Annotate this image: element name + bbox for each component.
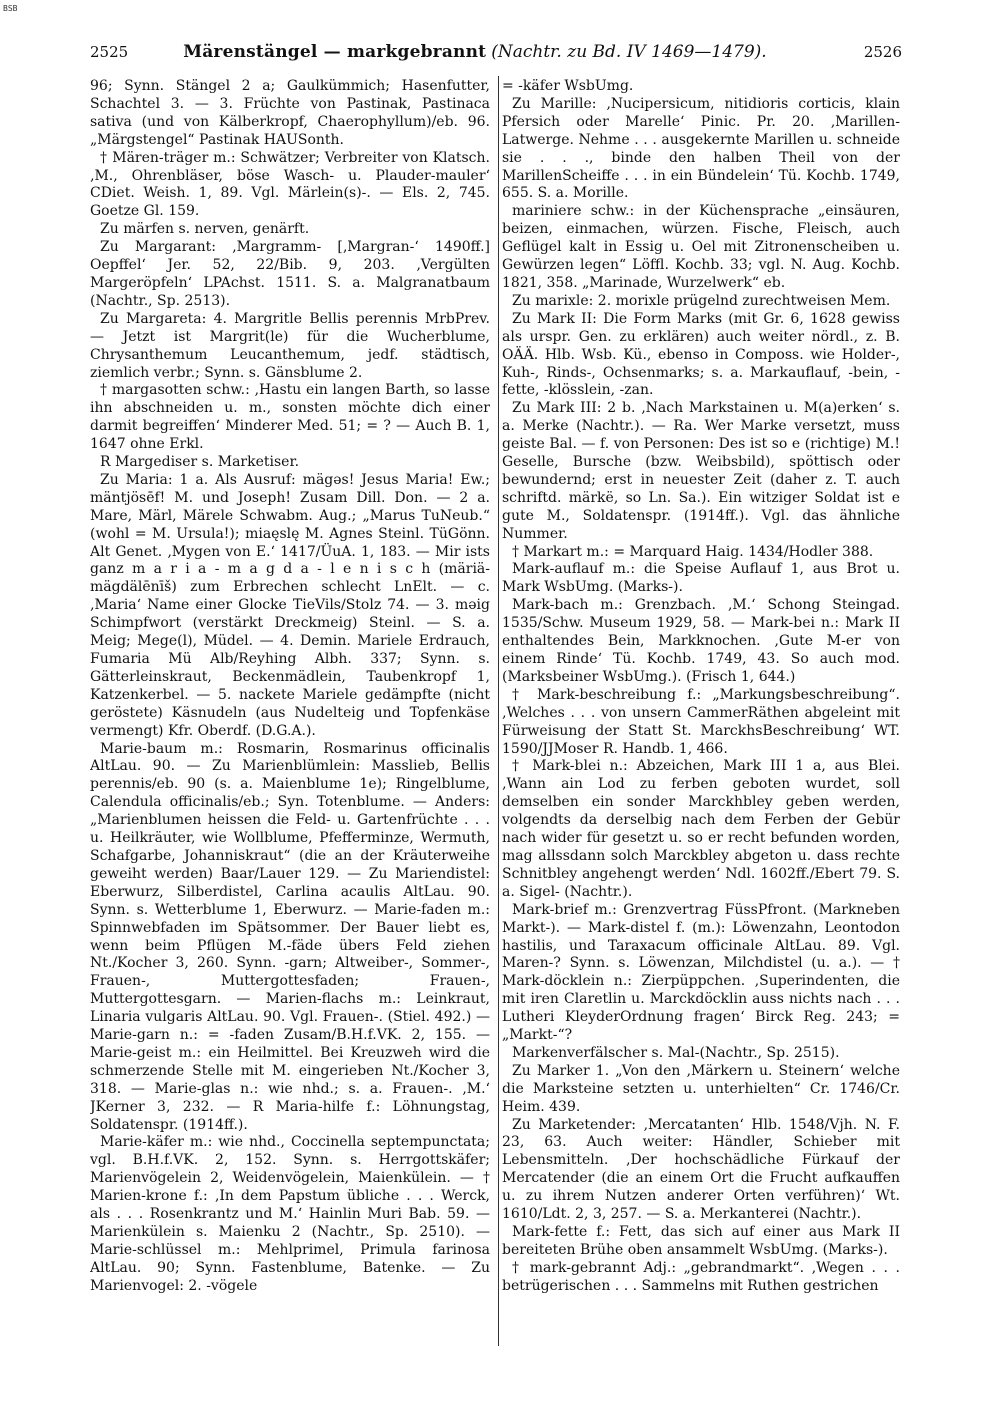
entry-paragraph: † Mären-träger m.: Schwätzer; Verbreiter von Klatsch. ‚M., Ohrenbläser, böse Wasch- u. Plauder-mauler‘ CDiet. Weish. 1, 89. Vgl. Märlein(s)-. — Els. 2, 745. Goetze Gl. 159. — [90, 149, 490, 220]
entry-paragraph: 96; Synn. Stängel 2 a; Gaulkümmich; Hasenfutter, Schachtel 3. — 3. Früchte von Pastinak, Pastinaca sativa (und von Kälberkropf, Chaerophyllum)/eb. 96. „Märgstengel“ Pastinak HAUSonth. — [90, 78, 490, 148]
entry-paragraph: Markenverfälscher s. Mal-(Nachtr., Sp. 2515). — [512, 1044, 840, 1061]
page-number-right: 2526 — [863, 43, 902, 61]
entry-paragraph: Mark-brief m.: Grenzvertrag FüssPfront. (Markneben Markt-). — Mark-distel f. (m.): Löwenzahn, Leontodon hastilis, und Taraxacum officinale AltLau. 89. Vgl. Maren-? Synn. s. Löwenzan, Milchdistel (u. a.). — † Mark-döcklein n.: Zierpüppchen. ‚Superindenten, die mit iren Claretlin u. Marckdöcklin auss nichts nach . . . Lutheri KleyderOrdnung fragen‘ Birck Reg. 243; = „Markt-“? — [502, 901, 900, 1044]
library-stamp: BSB — [3, 4, 18, 13]
entry-paragraph: † Mark-beschreibung f.: „Markungsbeschreibung“. ‚Welches . . . von unsern CammerRäthen abgeleint mit Fürweisung der Statt St. MarckhsBeschreibung‘ WT. 1590/JJMoser R. Handb. 1, 466. — [502, 686, 900, 757]
entry-paragraph: † margasotten schw.: ‚Hastu ein langen Barth, so lasse ihn abschneiden u. m., sonsten möchte dich einer darmit begreiffen‘ Minderer Med. 51; = ? — Auch B. 1, 1647 ohne Erkl. — [90, 382, 490, 453]
entry-paragraph: Mark-bach m.: Grenzbach. ‚M.‘ Schong Steingad. 1535/Schw. Museum 1929, 58. — Mark-bei n.: Mark II enthaltendes Bein, Markknochen. ‚Gute M-er von einem Rinde‘ Tü. Kochb. 1749, 43. So auch mod. (Marksbeiner WsbUmg.). (Frisch 1, 644.) — [502, 597, 900, 685]
left-column — [90, 78, 490, 1350]
entry-paragraph: Zu märfen s. nerven, genärft. — [100, 221, 310, 238]
entry-paragraph: Marie-baum m.: Rosmarin, Rosmarinus officinalis AltLau. 90. — Zu Marienblümlein: Masslieb, Bellis perennis/eb. 90 (s. a. Maienblume 1e); Ringelblume, Calendula officinalis/eb.; Syn. Totenblume. — Anders: „Marienblumen heissen die Feld- u. Gartenfrüchte . . . u. Heilkräuter, wie Wollblume, Pfefferminze, Wermuth, Schafgarbe, Johanniskraut“ (die an der Kräuterweihe geweiht werden) Baar/Lauer 129. — Zu Mariendistel: Eberwurz, Silberdistel, Carlina acaulis AltLau. 90. Synn. s. Wetterblume 1, Eberwurz. — Marie-faden m.: Spinnwebfaden im Spätsommer. Der Bauer liebt es, wenn beim Pflügen M.-fäde übers Feld ziehen Nt./Kocher 3, 260. Synn. -garn; Altweiber-, Sommer-, Frauen-, Muttergottesfaden; Frauen-, Muttergottesgarn. — Marien-flachs m.: Leinkraut, Linaria vulgaris AltLau. 90. Vgl. Frauen-. (Stiel. 492.) — Marie-garn n.: = -faden Zusam/B.H.f.VK. 2, 155. — Marie-geist m.: ein Heilmittel. Bei Kreuzweh wird die schmerzende Stelle mit M. eingerieben Nt./Kocher 3, 318. — Marie-glas n.: wie nhd.; s. a. Frauen-. ‚M.‘ JKerner 3, 232. — R Maria-hilfe f.: Löhnungstag, Soldatenspr. (1914ff.). — [90, 740, 490, 1133]
column-divider — [498, 76, 499, 1346]
page-title: Märenstängel — markgebrannt — [183, 42, 487, 62]
entry-paragraph: Marie-käfer m.: wie nhd., Coccinella septempunctata; vgl. B.H.f.VK. 2, 152. Synn. s. Herrgottskäfer; Marienvögelein 2, Weidenvögelein, Maienkülein. — † Marien-krone f.: ‚In dem Papstum übliche . . . Werck, als . . . Rosenkrantz und M.‘ Hainlin Muri Bab. 59. — Marienkülein s. Maienku 2 (Nachtr., Sp. 2510). — Marie-schlüssel m.: Mehlprimel, Primula farinosa AltLau. 90; Synn. Fastenblume, Batenke. — Zu Marienvogel: 2. -vögele — [90, 1134, 490, 1294]
entry-paragraph: Zu Maria: 1 a. Als Ausruf: mägəs! Jesus Maria! Ew.; mäntjösēf! M. und Joseph! Zusam Dill. Don. — 2 a. Mare, Märl, Märele Schwabm. Aug.; „Marus TuNeub.“ (wohl = M. Ursula!); miaęslę M. Agnes Steinl. TüGönn. Alt Genet. ‚Mygen von E.‘ 1417/ÜuA. 1, 183. — Mir ists ganz m a r i a - m a g d a - l e n i s c h (märiä-mägdälēnīš) zum Erbrechen schlecht LnElt. — c. ‚Maria‘ Name einer Glocke TieVils/Stolz 74. — 3. məig Schimpfwort (verstärkt Dreckmeig) Steinl. — S. a. Meig; Mege(l), Müdel. — 4. Demin. Mariele Erdrauch, Fumaria Mü Alb/Reyhing Albh. 337; Synn. s. Gätterleinskraut, Beckenmädlein, Taubenkropf 1, Katzenkerbel. — 5. nackete Mariele gedämpfte (nicht geröstete) Käsnudeln (aus Nudelteig und Topfenkäse vermengt) Kfr. Oberdf. (D.G.A.). — [90, 471, 490, 739]
entry-paragraph: † mark-gebrannt Adj.: „gebrandmarkt“. ‚Wegen . . . betrügerischen . . . Sammelns mit Ruthen gestrichen — [502, 1259, 900, 1294]
entry-paragraph: Mark-fette f.: Fett, das sich auf einer aus Mark II bereiteten Brühe oben ansammelt WsbUmg. (Marks-). — [502, 1224, 900, 1258]
entry-paragraph: Zu Margareta: 4. Margritle Bellis perennis MrbPrev. — Jetzt ist Margrit(le) für die Wucherblume, Chrysanthemum Leucanthemum, jedf. städtisch, ziemlich verbr.; Synn. s. Gänsblume 2. — [90, 310, 490, 381]
entry-paragraph: Zu Margarant: ‚Margramm- [‚Margran-‘ 1490ff.] Oepffel‘ Jer. 52, 22/Bib. 9, 203. ‚Vergülten Margeröpfeln‘ LPAchst. 1511. S. a. Malgranatbaum (Nachtr., Sp. 2513). — [90, 239, 490, 309]
page-number-left: 2525 — [90, 43, 129, 61]
page-subtitle: (Nachtr. zu Bd. IV 1469—1479). — [491, 42, 767, 62]
entry-paragraph: = -käfer WsbUmg. — [502, 78, 634, 94]
entry-paragraph: Zu Marker 1. „Von den ‚Märkern u. Steinern‘ welche die Marksteine setzten u. unterhielten“ Cr. 1746/Cr. Heim. 439. — [502, 1062, 900, 1115]
entry-paragraph: Zu Marketender: ‚Mercatanten‘ Hlb. 1548/Vjh. N. F. 23, 63. Auch weiter: Händler, Schieber mit Lebensmitteln. ‚Der hochschädliche Fürkauf der Mercatender (die an einem Ort die Frucht aufkauffen u. zu ihrem Nutzen anderer Orten verführen)‘ Wt. 1610/Ldt. 2, 3, 257. — S. a. Merkanterei (Nachtr.). — [502, 1116, 900, 1223]
right-column — [502, 78, 900, 1350]
entry-paragraph: Zu Mark II: Die Form Marks (mit Gr. 6, 1628 gewiss als urspr. Gen. zu erklären) auch weiter nördl., z. B. OÄÄ. Hlb. Wsb. Kü., ebenso in Composs. wie Holder-, Kuh-, Rinds-, Ochsenmarks; s. a. Markauflauf, -bein, -fette, -klösslein, -zan. — [502, 310, 900, 399]
entry-paragraph: Mark-auflauf m.: die Speise Auflauf 1, aus Brot u. Mark WsbUmg. (Marks-). — [502, 561, 900, 596]
entry-paragraph: Zu marixle: 2. morixle prügelnd zurechtweisen Mem. — [512, 292, 891, 309]
entry-paragraph: Zu Marille: ‚Nucipersicum, nitidioris corticis, klain Pfersich oder Marelle‘ Pinic. Pr. 20. ‚Marillen-Latwerge. Nehme . . . ausgekernte Marillen u. schneide sie . . ., binde den halben Theil von der MarillenScheiffe . . . in ein Bündelein‘ Tü. Kochb. 1749, 655. S. a. Morille. — [502, 95, 900, 202]
entry-paragraph: mariniere schw.: in der Küchensprache „einsäuren, beizen, einmachen, würzen. Fische, Fleisch, auch Geflügel kalt in Essig u. Oel mit Zitronenscheiben u. Gewürzen legen“ Löffl. Kochb. 33; vgl. N. Aug. Kochb. 1821, 358. „Marinade, Wurzelwerk“ eb. — [502, 203, 900, 291]
entry-paragraph: R Margediser s. Marketiser. — [100, 454, 300, 471]
entry-paragraph: † Mark-blei n.: Abzeichen, Mark III 1 a, aus Blei. ‚Wann ain Lod zu ferben geboten wurdet, soll demselben ein sonder Marckhbley geben werden, volgendts da derselbig nach dem Ferben der Gebür nach wider für gesetzt u. so er recht befunden worden, mag allssdann solch Marckbley abgeton u. dass rechte Schnitbley angehengt werden‘ Ndl. 1602ff./Ebert 79. S. a. Sigel- (Nachtr.). — [502, 758, 900, 900]
entry-paragraph: Zu Mark III: 2 b. ‚Nach Markstainen u. M(a)erken‘ s. a. Merke (Nachtr.). — Ra. Wer Marke versetzt, muss geiste Bal. — f. von Personen: Des ist so e (richtige) M.! Geselle, Bursche (bzw. Weibsbild), spöttisch oder bewundernd; erst in neuester Zeit (daher z. T. auch schriftd. märkë, so Ln. Sa.). Ein witziger Soldat ist e gute M., Soldatenspr. (1914ff.). Vgl. das ähnliche Nummer. — [502, 400, 900, 542]
running-head — [90, 42, 902, 66]
entry-paragraph: † Markart m.: = Marquard Haig. 1434/Hodler 388. — [512, 543, 874, 560]
